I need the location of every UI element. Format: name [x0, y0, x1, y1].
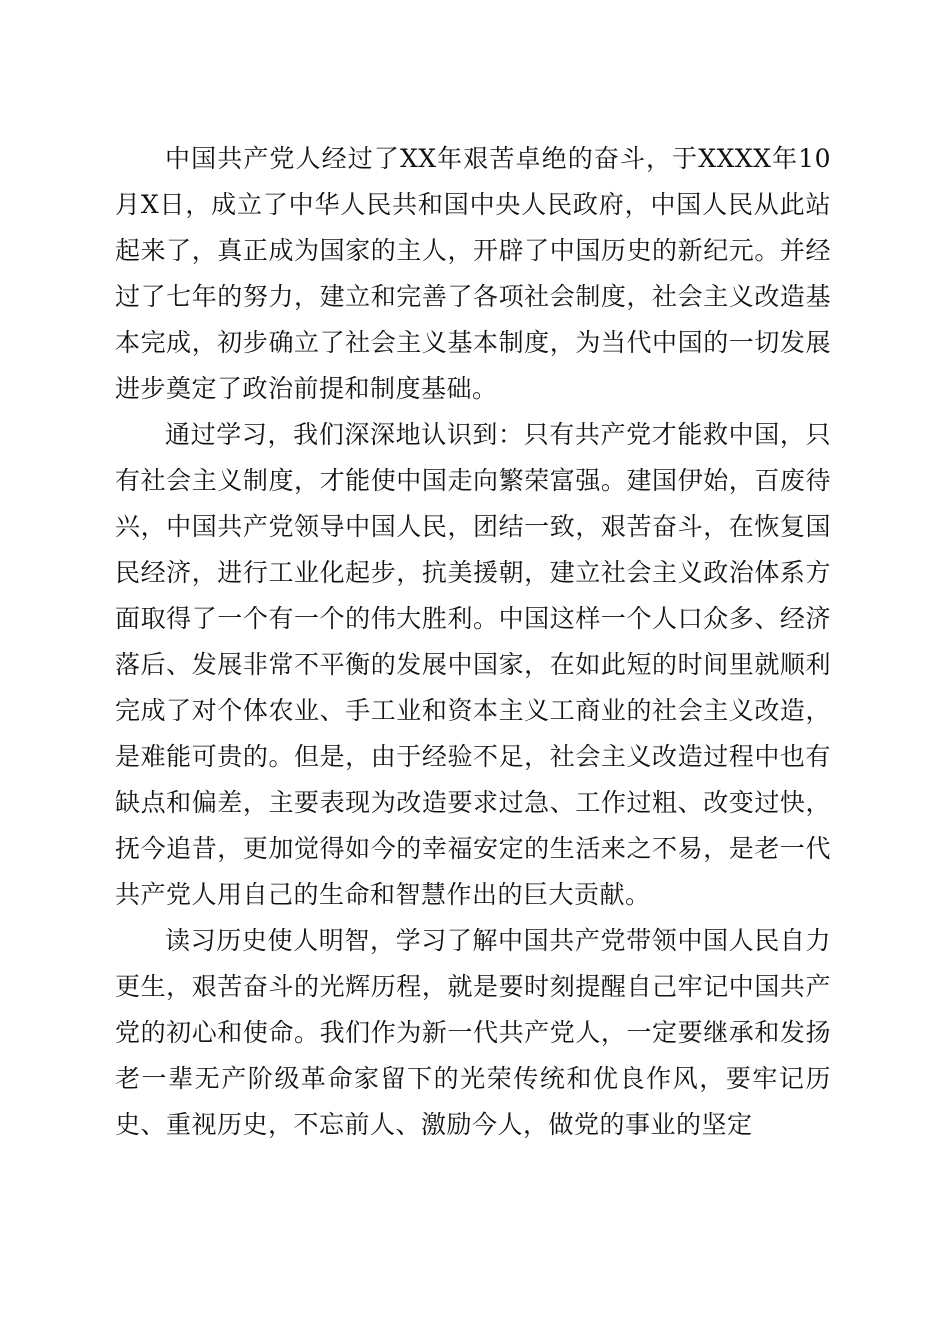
paragraph-founding: 中国共产党人经过了XX年艰苦卓绝的奋斗，于XXXX年10月X日，成立了中华人民共和国中央人民政府，中国人民从此站起来了，真正成为国家的主人，开辟了中国历史的新纪元。并经过了七年的努力，建立和完善了各项社会制度，社会主义改造基本完成，初步确立了社会主义基本制度，为当代中国的一切发展进步奠定了政治前提和制度基础。: [115, 144, 831, 403]
paragraph-learning: 通过学习，我们深深地认识到：只有共产党才能救中国，只有社会主义制度，才能使中国走向繁荣富强。建国伊始，百废待兴，中国共产党领导中国人民，团结一致，艰苦奋斗，在恢复国民经济，进行工业化起步，抗美援朝，建立社会主义政治体系方面取得了一个有一个的伟大胜利。中国这样一个人口众多、经济落后、发展非常不平衡的发展中国家，在如此短的时间里就顺利完成了对个体农业、手工业和资本主义工商业的社会主义改造，是难能可贵的。但是，由于经验不足，社会主义改造过程中也有缺点和偏差，主要表现为改造要求过急、工作过粗、改变过快，抚今追昔，更加觉得如今的幸福安定的生活来之不易，是老一代共产党人用自己的生命和智慧作出的巨大贡献。: [115, 420, 831, 909]
paragraph-history: 读习历史使人明智，学习了解中国共产党带领中国人民自力更生，艰苦奋斗的光辉历程，就是要时刻提醒自己牢记中国共产党的初心和使命。我们作为新一代共产党人，一定要继承和发扬老一辈无产阶级革命家留下的光荣传统和优良作风，要牢记历史、重视历史，不忘前人、激励今人，做党的事业的坚定: [115, 926, 831, 1139]
document-body: [115, 136, 831, 1148]
